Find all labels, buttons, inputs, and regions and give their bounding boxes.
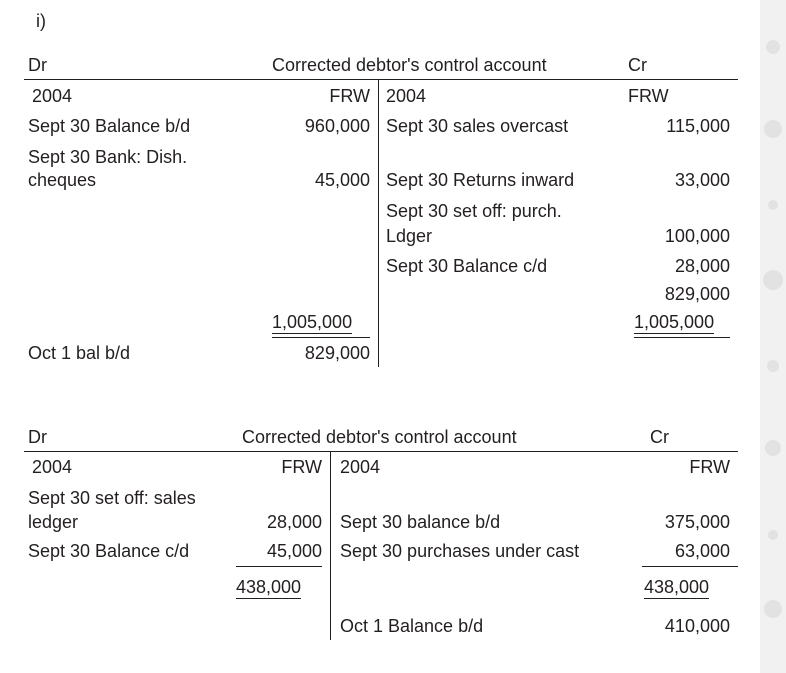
credit-entry-text: Sept 30 Balance c/d [386, 256, 548, 276]
subtotal-right-rule [642, 566, 738, 567]
account-title: Corrected debtor's control account [242, 427, 517, 447]
debit-entry-amount: 960,000 [304, 116, 370, 136]
total-left: 1,005,000 [272, 312, 353, 332]
debit-entry-amount: 45,000 [314, 170, 370, 190]
section-label: i) [36, 11, 46, 31]
currency-right: FRW [628, 86, 669, 106]
debit-entry-amount: 45,000 [266, 541, 322, 561]
header-rule [24, 451, 738, 452]
credit-entry-amount: 63,000 [674, 541, 730, 561]
total-left: 438,000 [236, 577, 302, 597]
cr-label: Cr [650, 427, 669, 447]
credit-entry-text: Sept 30 Returns inward [386, 170, 575, 190]
currency-right: FRW [689, 457, 730, 477]
credit-entry-amount: 115,000 [666, 116, 730, 136]
debit-entry-text: Sept 30 Balance b/d [28, 116, 191, 136]
debit-entry-text: Sept 30 set off: sales [28, 488, 196, 508]
center-divider [330, 452, 331, 640]
credit-entry-text: Sept 30 balance b/d [340, 512, 501, 532]
currency-left: FRW [329, 86, 370, 106]
credit-entry-text: Sept 30 set off: purch. [386, 201, 562, 221]
credit-entry-amount: 829,000 [664, 284, 730, 304]
dr-label: Dr [28, 427, 47, 447]
debit-entry-amount: 28,000 [266, 512, 322, 532]
carry-forward-amount: 410,000 [664, 616, 730, 636]
credit-entry-text: Sept 30 purchases under cast [340, 541, 580, 561]
total-right-rule [634, 337, 730, 338]
subtotal-left-rule [236, 566, 322, 567]
credit-entry-amount: 28,000 [674, 256, 730, 276]
account-title: Corrected debtor's control account [272, 55, 547, 75]
year-left: 2004 [32, 86, 73, 106]
credit-entry-amount: 33,000 [674, 170, 730, 190]
carry-forward-text: Oct 1 bal b/d [28, 343, 131, 363]
dr-label: Dr [28, 55, 47, 75]
carry-forward-text: Oct 1 Balance b/d [340, 616, 484, 636]
debit-entry-text-cont: cheques [28, 170, 97, 190]
page-edge-decoration [760, 0, 786, 673]
credit-entry-amount: 375,000 [664, 512, 730, 532]
total-left-rule [272, 337, 370, 338]
header-rule [24, 79, 738, 80]
year-left: 2004 [32, 457, 73, 477]
cr-label: Cr [628, 55, 647, 75]
currency-left: FRW [281, 457, 322, 477]
credit-entry-text-cont: Ldger [386, 226, 433, 246]
carry-forward-amount: 829,000 [304, 343, 370, 363]
total-right: 438,000 [644, 577, 710, 597]
credit-entry-text: Sept 30 sales overcast [386, 116, 569, 136]
total-right: 1,005,000 [634, 312, 715, 332]
debit-entry-text: Sept 30 Balance c/d [28, 541, 190, 561]
year-right: 2004 [386, 86, 427, 106]
debit-entry-text-cont: ledger [28, 512, 79, 532]
center-divider [378, 80, 379, 367]
credit-entry-amount: 100,000 [664, 226, 730, 246]
debit-entry-text: Sept 30 Bank: Dish. [28, 147, 188, 167]
year-right: 2004 [340, 457, 381, 477]
